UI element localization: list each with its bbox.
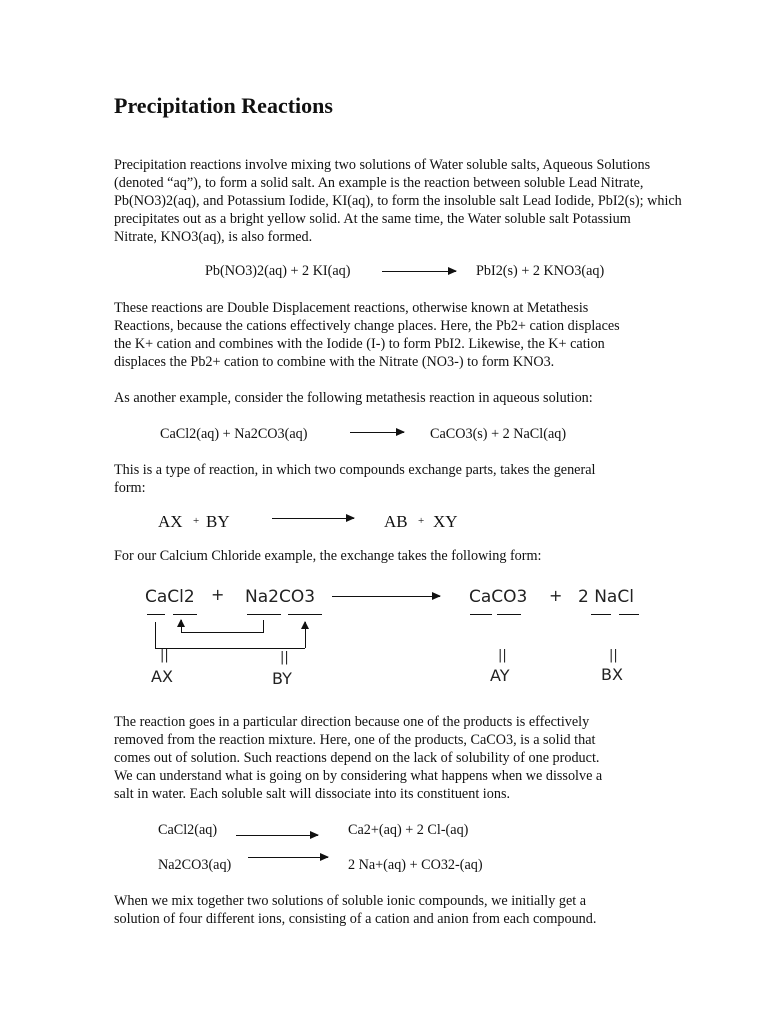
text-line: This is a type of reaction, in which two compounds exchange parts, takes the general [114, 462, 596, 478]
paragraph-general-form [114, 461, 714, 497]
diagram-nacl: 2 NaCl [578, 587, 634, 607]
equation-2-products: CaCO3(s) + 2 NaCl(aq) [430, 426, 567, 442]
underline-mark [619, 614, 639, 615]
label-bx: BX [601, 665, 623, 684]
text-line: Precipitation reactions involve mixing two solutions of Water soluble salts, Aqueous Solutions [114, 157, 651, 173]
text-line: precipitates out as a bright yellow solid. At the same time, the Water soluble salt Potassium [114, 211, 631, 227]
underline-mark [147, 614, 165, 615]
page-title: Precipitation Reactions [114, 93, 333, 118]
paragraph-metathesis [114, 299, 714, 371]
label-ay: AY [490, 666, 510, 685]
text-line: displaces the Pb2+ cation to combine with the Nitrate (NO3-) to form KNO3. [114, 354, 555, 370]
underline-mark [288, 614, 322, 615]
text-line: comes out of solution. Such reactions depend on the lack of solubility of one product. [114, 750, 600, 766]
text-line: (denoted “aq”), to form a solid salt. An example is the reaction between soluble Lead Nitrate, [114, 175, 644, 191]
text-line: As another example, consider the following metathesis reaction in aqueous solution: [114, 390, 593, 406]
underline-mark [247, 614, 281, 615]
text-line: form: [114, 480, 146, 496]
connector-arrow [181, 620, 182, 632]
diagram-caco3: CaCO3 [469, 587, 528, 607]
text-line: Nitrate, KNO3(aq), is also formed. [114, 229, 313, 245]
general-xy: XY [433, 512, 458, 531]
equals-mark: || [498, 648, 507, 663]
connector-arrow [305, 622, 306, 648]
diagram-na2co3: Na2CO3 [245, 587, 316, 607]
reaction-arrow [350, 432, 404, 433]
text-line: When we mix together two solutions of soluble ionic compounds, we initially get a [114, 893, 587, 909]
text-line: For our Calcium Chloride example, the exchange takes the following form: [114, 548, 542, 564]
underline-mark [173, 614, 197, 615]
reaction-arrow [272, 518, 354, 519]
text-line: the K+ cation and combines with the Iodide (I-) to form PbI2. Likewise, the K+ cation [114, 336, 605, 352]
text-line: removed from the reaction mixture. Here, one of the products, CaCO3, is a solid that [114, 732, 596, 748]
diagram-plus: + [549, 586, 563, 605]
connector-line [155, 622, 156, 648]
text-line: These reactions are Double Displacement reactions, otherwise known at Metathesis [114, 300, 589, 316]
connector-line [263, 620, 264, 633]
general-ax: AX [158, 512, 183, 531]
reaction-arrow [382, 271, 456, 272]
connector-line [155, 648, 305, 649]
equation-4-products: Ca2+(aq) + 2 Cl-(aq) [348, 822, 469, 838]
equation-1-reactants: Pb(NO3)2(aq) + 2 KI(aq) [205, 263, 351, 279]
reaction-arrow [236, 835, 318, 836]
connector-line [181, 632, 263, 633]
diagram-plus: + [211, 585, 225, 604]
diagram-cacl2: CaCl2 [145, 587, 195, 607]
paragraph-direction [114, 713, 714, 803]
equals-mark: || [280, 650, 289, 665]
paragraph-exchange [114, 547, 714, 565]
underline-mark [591, 614, 611, 615]
equation-5-products: 2 Na+(aq) + CO32-(aq) [348, 857, 483, 873]
equation-1-products: PbI2(s) + 2 KNO3(aq) [476, 263, 605, 279]
text-line: The reaction goes in a particular direction because one of the products is effectively [114, 714, 590, 730]
paragraph-mixing [114, 892, 714, 928]
underline-mark [470, 614, 492, 615]
paragraph-example [114, 389, 714, 407]
plus-sign: + [418, 515, 425, 527]
label-ax: AX [151, 667, 173, 686]
general-by: BY [206, 512, 230, 531]
text-line: Pb(NO3)2(aq), and Potassium Iodide, KI(aq), to form the insoluble salt Lead Iodide, PbI2(s); which [114, 193, 682, 209]
label-by: BY [272, 669, 292, 688]
reaction-arrow [332, 596, 440, 597]
text-line: salt in water. Each soluble salt will dissociate into its constituent ions. [114, 786, 511, 802]
equals-mark: || [160, 648, 169, 663]
equals-mark: || [609, 648, 618, 663]
general-ab: AB [384, 512, 408, 531]
underline-mark [497, 614, 521, 615]
reaction-arrow [248, 857, 328, 858]
text-line: solution of four different ions, consisting of a cation and anion from each compound. [114, 911, 597, 927]
equation-4-reactant: CaCl2(aq) [158, 822, 218, 838]
equation-2-reactants: CaCl2(aq) + Na2CO3(aq) [160, 426, 308, 442]
equation-5-reactant: Na2CO3(aq) [158, 857, 232, 873]
text-line: We can understand what is going on by considering what happens when we dissolve a [114, 768, 603, 784]
paragraph-intro [114, 156, 714, 246]
text-line: Reactions, because the cations effectively change places. Here, the Pb2+ cation displaces [114, 318, 620, 334]
plus-sign: + [193, 515, 200, 527]
